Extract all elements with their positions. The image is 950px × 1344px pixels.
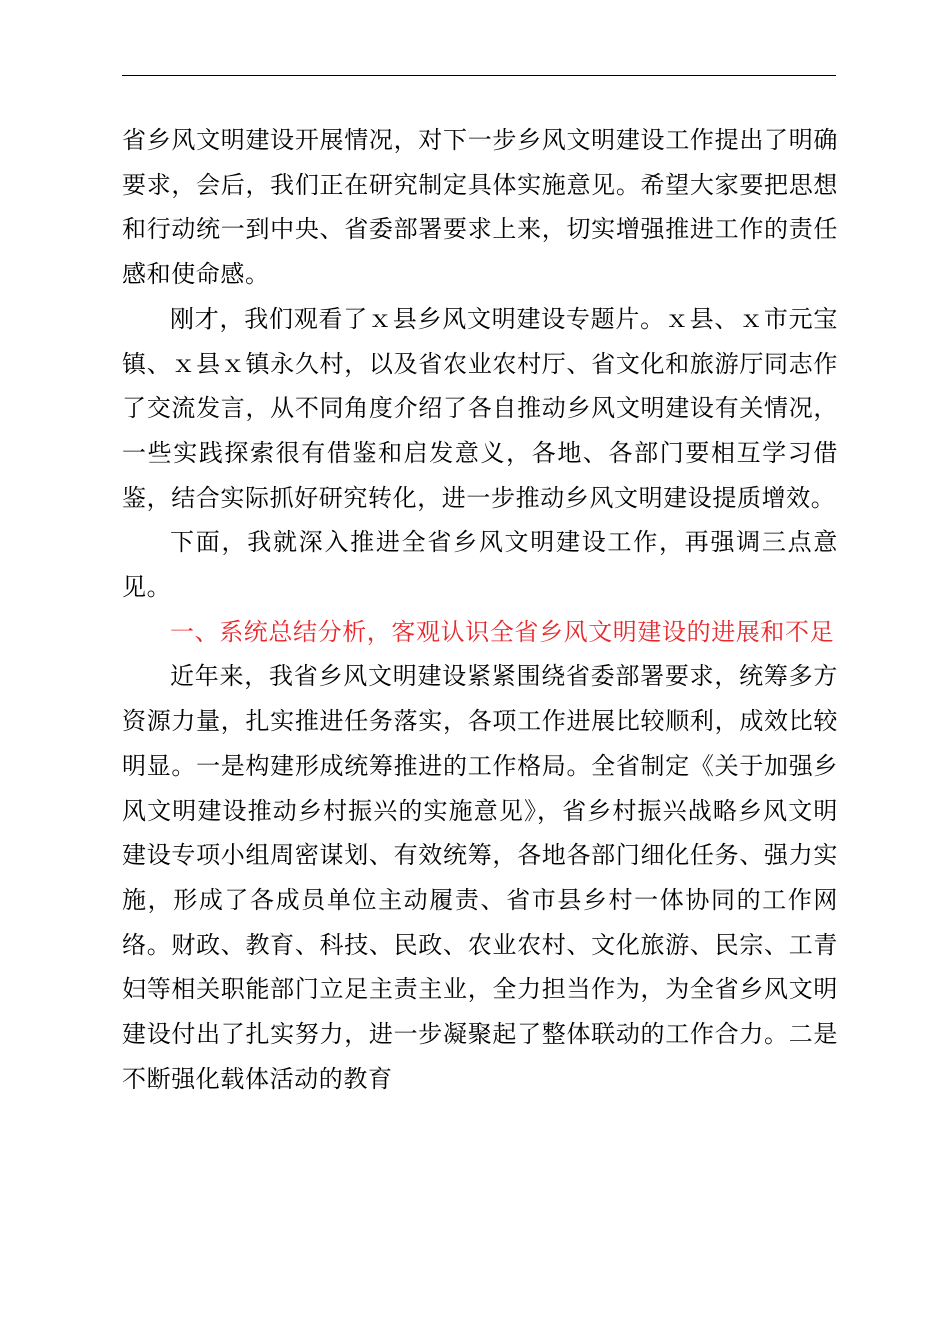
paragraph-exchange-remarks: 刚才，我们观看了ｘ县乡风文明建设专题片。ｘ县、ｘ市元宝镇、ｘ县ｘ镇永久村，以及省农业农村厅、省文化和旅游厅同志作了交流发言，从不同角度介绍了各自推动乡风文明建设有关情况，一些实践探索很有借鉴和启发意义，各地、各部门要相互学习借鉴，结合实际抓好研究转化，进一步推动乡风文明建设提质增效。: [122, 304, 838, 512]
paragraph-continuation: 省乡风文明建设开展情况，对下一步乡风文明建设工作提出了明确要求，会后，我们正在研究制定具体实施意见。希望大家要把思想和行动统一到中央、省委部署要求上来，切实增强推进工作的责任感和使命感。: [122, 126, 838, 289]
paragraph-progress-summary: 近年来，我省乡风文明建设紧紧围绕省委部署要求，统筹多方资源力量，扎实推进任务落实，各项工作进展比较顺利，成效比较明显。一是构建形成统筹推进的工作格局。全省制定《关于加强乡风文明建设推动乡村振兴的实施意见》，省乡村振兴战略乡风文明建设专项小组周密谋划、有效统筹，各地各部门细化任务、强力实施，形成了各成员单位主动履责、省市县乡村一体协同的工作网络。财政、教育、科技、民政、农业农村、文化旅游、民宗、工青妇等相关职能部门立足主责主业，全力担当作为，为全省乡风文明建设付出了扎实努力，进一步凝聚起了整体联动的工作合力。二是不断强化载体活动的教育: [122, 662, 838, 1093]
section-heading-1: 一、系统总结分析，客观认识全省乡风文明建设的进展和不足: [170, 617, 835, 646]
document-body: [122, 118, 838, 1101]
paragraph-three-opinions: 下面，我就深入推进全省乡风文明建设工作，再强调三点意见。: [122, 528, 838, 602]
header-rule: [122, 75, 836, 76]
